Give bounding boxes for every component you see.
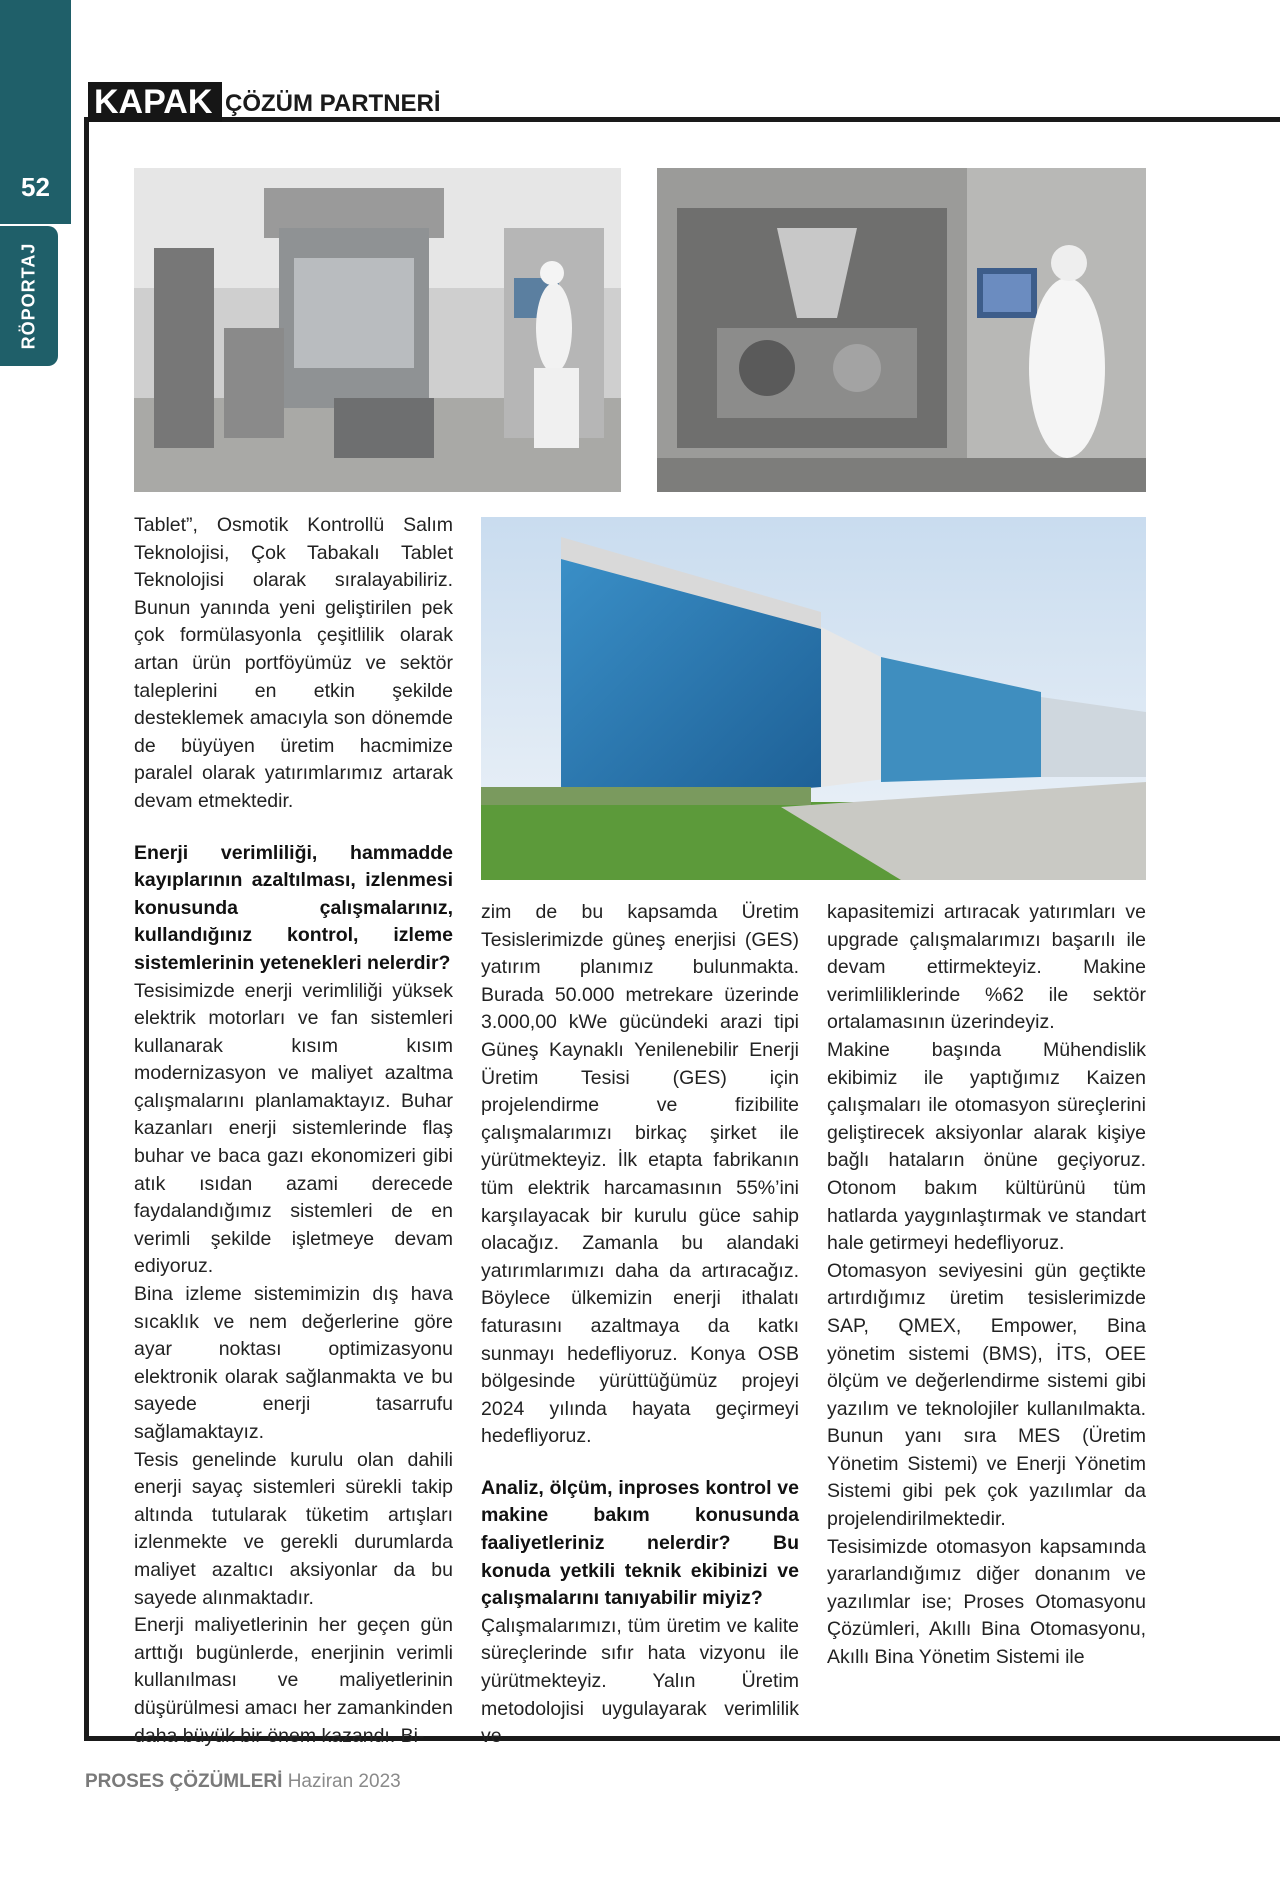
column-1-paragraph: Tablet”, Osmotik Kontrollü Salım Teknolojisi, Çok Tabakalı Tablet Teknolojisi olarak sıralayabiliriz. Bunun yanında yeni geliştirilen pek çok formülasyonla çeşitlilik olarak artan ürün portföyümüz ve sektör taleplerini en etkin şekilde desteklemek amacıyla son dönemde de büyüyen üretim hacmimize paralel olarak yatırımlarımız artarak devam etmektedir. [134, 514, 453, 812]
interview-question: Enerji verimliliği, hammadde kayıplarının azaltılması, izlenmesi konusunda çalışmalarınız, kullandığınız kontrol, izleme sistemlerinin yetenekleri nelerdir? [134, 841, 453, 974]
column-2-paragraph: Çalışmalarımızı, tüm üretim ve kalite süreçlerinde sıfır hata vizyonu ile yürütmekteyiz. Yalın Üretim metodolojisi uygulayarak verimlilik ve [481, 1614, 799, 1748]
column-1-paragraph: Enerji maliyetlerinin her geçen gün arttığı bugünlerde, enerjinin verimli kullanılması ve maliyetlerinin düşürülmesi amacı her zamankinden daha büyük bir önem kazandı. Bi- [134, 1614, 453, 1747]
page-footer [85, 1771, 401, 1793]
section-tab [0, 226, 58, 366]
column-1-paragraph: Tesisimizde enerji verimliliği yüksek elektrik motorları ve fan sistemleri kullanarak kısım kısım modernizasyon ve maliyet azaltma çalışmalarını planlamaktayız. Buhar kazanları enerji sistemlerinde flaş buhar ve baca gazı ekonomizeri gibi atık ısıdan azami derecede faydalandığımız sistemleri de en verimli şekilde işletmeye devam ediyoruz. [134, 979, 453, 1278]
column-1-paragraph: Tesis genelinde kurulu olan dahili enerji sayaç sistemleri sürekli takip altında tutularak tüketim artışları izlenmekte ve gerekli durumlarda maliyet azaltıcı aksiyonlar da bu sayede alınmaktadır. [134, 1448, 453, 1609]
section-heading: KAPAK [88, 82, 222, 122]
column-2-paragraph: zim de bu kapsamda Üretim Tesislerimizde güneş enerjisi (GES) yatırım planımız bulunmakta. Burada 50.000 metrekare üzerinde 3.000,00 kWe gücündeki arazi tipi Güneş Kaynaklı Yenilenebilir Enerji Üretim Tesisi (GES) için projelendirme ve fizibilite çalışmalarımızı birkaç şirket ile yürütmekteyiz. İlk etapta fabrikanın tüm elektrik harcamasının 55%’ini karşılayacak bir kurulu güce sahip olacağız. Zamanla bu alandaki yatırımlarımızı daha da artıracağız. Böylece ülkemizin enerji ithalatı faturasını azaltmaya da katkı sunmayı hedefliyoruz. Konya OSB bölgesinde yürüttüğümüz projeyi 2024 yılında hayata geçirmeyi hedefliyoruz. [481, 901, 799, 1448]
column-3-paragraph: kapasitemizi artıracak yatırımları ve upgrade çalışmalarımızı başarılı ile devam ettirmekteyiz. Makine verimliliklerinde %62 ile sektör ortalamasının üzerindeyiz. [827, 901, 1146, 1034]
page-number: 52 [21, 172, 50, 202]
column-3-paragraph: Otomasyon seviyesini gün geçtikte artırdığımız üretim tesislerimizde SAP, QMEX, Empower, Bina yönetim sistemi (BMS), İTS, OEE ölçüm ve değerlendirme sistemi gibi yazılım ve teknolojiler kullanılmakta. Bunun yanı sıra MES (Üretim Yönetim Sistemi) ve Enerji Yönetim Sistemi gibi pek çok yazılımlar da projelendirilmektedir. [827, 1259, 1146, 1531]
column-1 [134, 512, 453, 1750]
column-2 [481, 899, 799, 1751]
column-3-paragraph: Makine başında Mühendislik ekibimiz ile yaptığımız Kaizen çalışmaları ile otomasyon süreçlerini geliştirecek aksiyonlar alarak kişiye bağlı hataların önüne geçiyoruz. Otonom bakım kültürünü tüm hatlarda yaygınlaştırmak ve standart hale getirmeyi hedefliyoruz. [827, 1038, 1146, 1255]
issue-date: Haziran 2023 [287, 1771, 401, 1792]
section-tab-label: RÖPORTAJ [18, 242, 39, 350]
photo-production-machine [134, 168, 621, 492]
frame-left-rule [84, 117, 89, 1741]
column-3 [827, 899, 1146, 1672]
photo-building [481, 517, 1146, 880]
photo-filling-machine [657, 168, 1146, 492]
interview-question: Analiz, ölçüm, inproses kontrol ve makine bakım konusunda faaliyetleriniz nelerdir? Bu konuda yetkili teknik ekibinizi ve çalışmalarını tanıyabilir miyiz? [481, 1476, 799, 1610]
magazine-name: PROSES ÇÖZÜMLERİ [85, 1771, 283, 1792]
column-3-paragraph: Tesisimizde otomasyon kapsamında yararlandığımız diğer donanım ve yazılımlar ise; Proses Otomasyonu Çözümleri, Akıllı Bina Otomasyonu, Akıllı Bina Yönetim Sistemi ile [827, 1535, 1146, 1669]
subsection-heading: ÇÖZÜM PARTNERİ [225, 90, 441, 117]
column-1-paragraph: Bina izleme sistemimizin dış hava sıcaklık ve nem değerlerine göre ayar noktası optimizasyonu elektronik olarak sağlanmakta ve bu sayede enerji tasarrufu sağlamaktayız. [134, 1283, 453, 1443]
